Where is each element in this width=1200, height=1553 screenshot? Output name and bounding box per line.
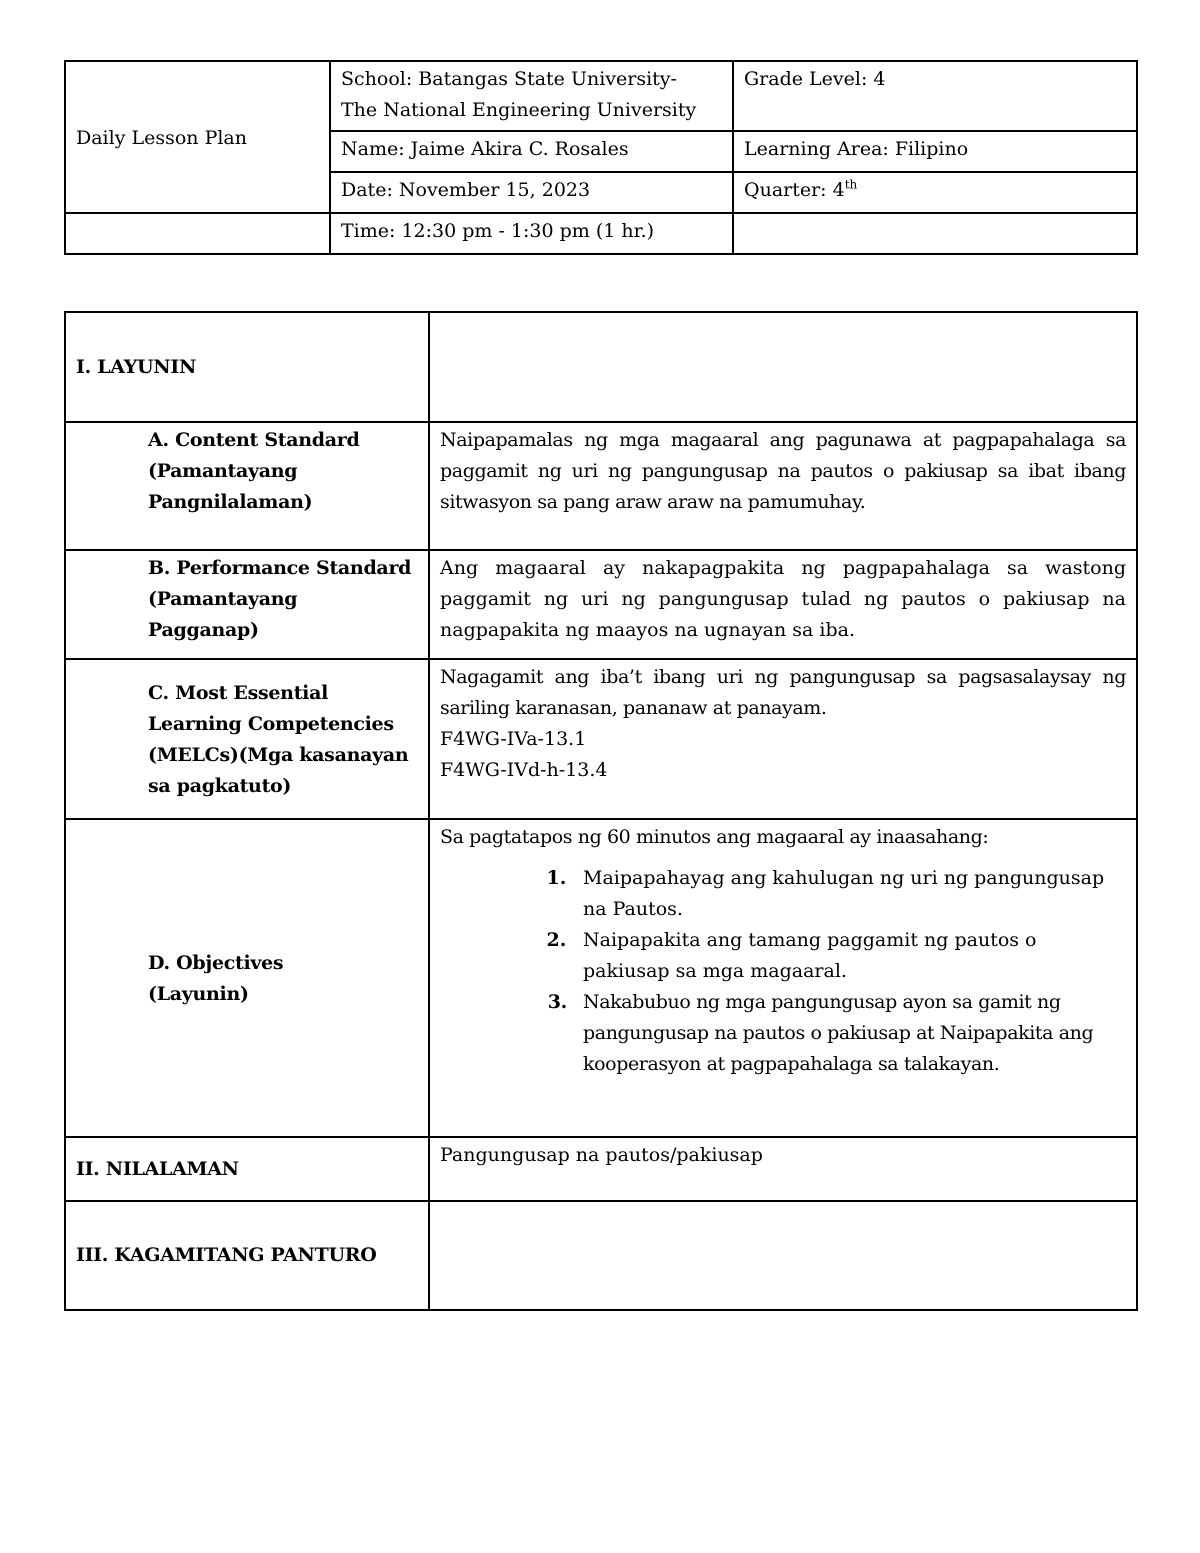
content-standard-value: Naipapamalas ng mga magaaral ang pagunawa at pagpapahalaga sa paggamit ng uri ng pangungusap na pautos o pakiusap sa ibat ibang sitwasyon sa pang araw araw na pamumuhay.: [429, 422, 1137, 550]
label-line: (Pamantayang: [148, 460, 298, 482]
label-line: Pagganap): [148, 619, 259, 641]
table-row: [65, 819, 1137, 1137]
table-row: [65, 550, 1137, 659]
doc-title: Daily Lesson Plan: [65, 61, 330, 213]
quarter-cell: [733, 172, 1137, 213]
label-line: (Layunin): [148, 983, 249, 1005]
header-table: [64, 60, 1138, 255]
school-line-1: School: Batangas State University-: [341, 68, 677, 90]
teacher-name: Name: Jaime Akira C. Rosales: [330, 131, 733, 172]
label-line: (MELCs)(Mga kasanayan: [148, 744, 409, 766]
performance-standard-value: Ang magaaral ay nakapagpakita ng pagpapahalaga sa wastong paggamit ng uri ng pangungusap tulad ng pautos o pakiusap na nagpapakita ng maayos na ugnayan sa iba.: [429, 550, 1137, 659]
melcs-code-1: F4WG-IVa-13.1: [440, 728, 587, 750]
quarter: Quarter: 4: [744, 179, 845, 201]
performance-standard-label: [65, 550, 429, 659]
empty-cell: [65, 213, 330, 254]
table-row: [65, 659, 1137, 819]
label-line: B. Performance Standard: [148, 557, 412, 579]
objective-item: 3. Nakabubuo ng mga pangungusap ayon sa gamit ng pangungusap na pautos o pakiusap at Naipapakita ang kooperasyon at pagpapahalaga sa talakayan.: [573, 987, 1126, 1080]
content-standard-label: [65, 422, 429, 550]
table-row: [65, 1137, 1137, 1201]
section-heading-kagamitan: III. KAGAMITANG PANTURO: [65, 1201, 429, 1310]
label-line: (Pamantayang: [148, 588, 298, 610]
section-heading-nilalaman: II. NILALAMAN: [65, 1137, 429, 1201]
label-line: Pangnilalaman): [148, 491, 313, 513]
melcs-value: [429, 659, 1137, 819]
lesson-date: Date: November 15, 2023: [330, 172, 733, 213]
nilalaman-value: Pangungusap na pautos/pakiusap: [429, 1137, 1137, 1201]
empty-cell: [429, 312, 1137, 422]
melcs-code-2: F4WG-IVd-h-13.4: [440, 759, 608, 781]
label-line: Learning Competencies: [148, 713, 394, 735]
objectives-value: [429, 819, 1137, 1137]
learning-area: Learning Area: Filipino: [733, 131, 1137, 172]
table-row: [65, 422, 1137, 550]
objectives-intro: Sa pagtatapos ng 60 minutos ang magaaral ay inaasahang:: [440, 826, 989, 848]
quarter-suffix: th: [844, 177, 858, 192]
label-line: D. Objectives: [148, 952, 284, 974]
objectives-list: [440, 863, 1126, 1080]
lesson-time: Time: 12:30 pm - 1:30 pm (1 hr.): [330, 213, 733, 254]
label-line: sa pagkatuto): [148, 775, 292, 797]
school-cell: [330, 61, 733, 131]
table-row: [65, 1201, 1137, 1310]
objective-item: 2. Naipapakita ang tamang paggamit ng pautos o pakiusap sa mga magaaral.: [573, 925, 1126, 987]
label-line: C. Most Essential: [148, 682, 329, 704]
objective-item: 1. Maipapahayag ang kahulugan ng uri ng pangungusap na Pautos.: [573, 863, 1126, 925]
objectives-label: [65, 819, 429, 1137]
empty-cell: [429, 1201, 1137, 1310]
label-line: A. Content Standard: [148, 429, 360, 451]
section-heading-layunin: I. LAYUNIN: [65, 312, 429, 422]
melcs-label: [65, 659, 429, 819]
school-line-2: The National Engineering University: [341, 99, 697, 121]
melcs-text: Nagagamit ang iba’t ibang uri ng pangungusap sa pagsasalaysay ng sariling karanasan, pananaw at panayam.: [440, 666, 1126, 719]
lesson-table: [64, 311, 1138, 1311]
grade-level: Grade Level: 4: [733, 61, 1137, 131]
table-row: [65, 312, 1137, 422]
empty-cell: [733, 213, 1137, 254]
